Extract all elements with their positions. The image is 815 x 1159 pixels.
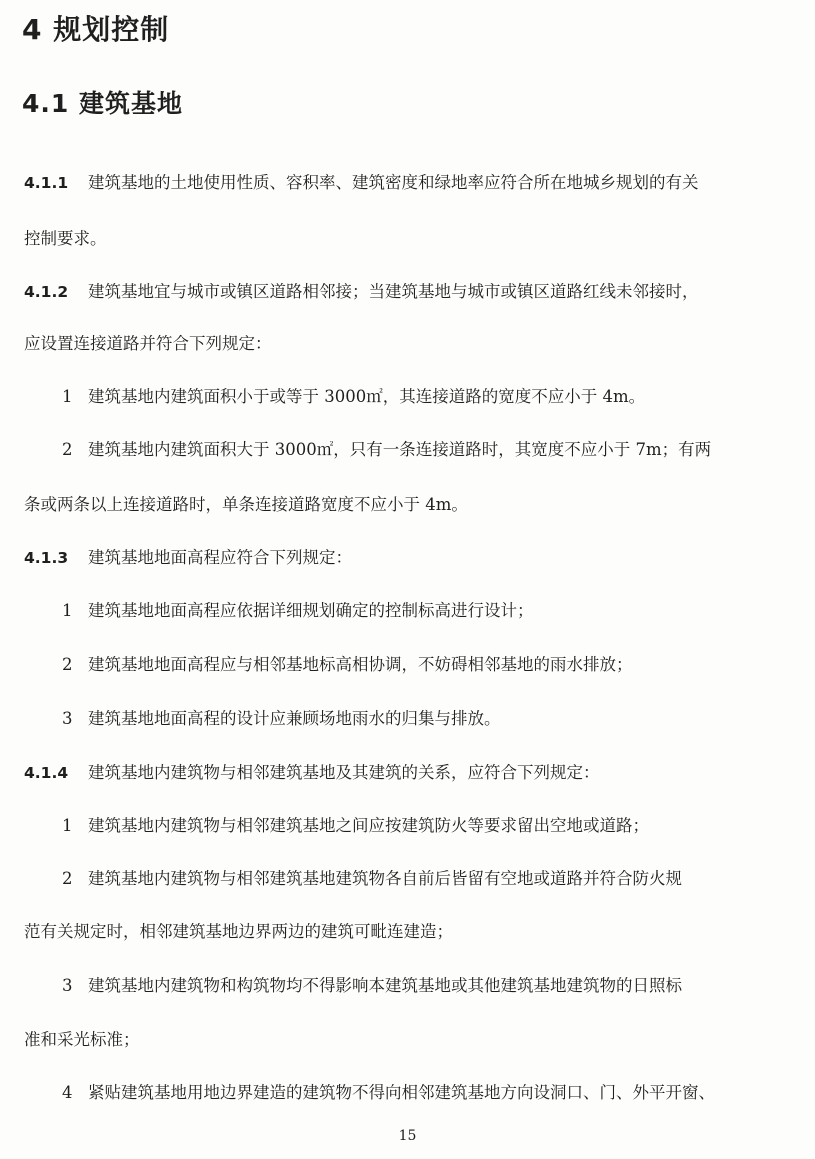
clause-text: 建筑基地地面高程应符合下列规定：: [88, 548, 352, 567]
item-text: 建筑基地地面高程的设计应兼顾场地雨水的归集与排放。: [88, 709, 501, 728]
clause-text: 建筑基地宜与城市或镇区道路相邻接；当建筑基地与城市或镇区道路红线未邻接时，: [88, 282, 699, 301]
continuation-text: 控制要求。: [24, 229, 107, 248]
item-text: 建筑基地地面高程应依据详细规划确定的控制标高进行设计；: [88, 601, 534, 620]
item-index: 1: [62, 387, 73, 406]
clause-number: 4.1.2: [24, 283, 69, 301]
clause-number: 4.1.3: [24, 549, 69, 567]
clause-text: 建筑基地内建筑物与相邻建筑基地及其建筑的关系，应符合下列规定：: [88, 763, 600, 782]
item-index: 1: [62, 601, 73, 620]
item-index: 3: [62, 709, 73, 728]
clause-number: 4.1.1: [24, 174, 69, 192]
continuation-text: 条或两条以上连接道路时，单条连接道路宽度不应小于 4m。: [24, 495, 468, 514]
continuation-text: 范有关规定时，相邻建筑基地边界两边的建筑可毗连建造；: [24, 922, 453, 941]
item-index: 2: [62, 869, 73, 888]
item-index: 2: [62, 655, 73, 674]
clause-number: 4.1.4: [24, 764, 69, 782]
item-text: 建筑基地内建筑物与相邻建筑基地建筑物各自前后皆留有空地或道路并符合防火规: [88, 869, 682, 888]
section-title: 4.1 建筑基地: [22, 89, 183, 118]
page-number: 15: [398, 1128, 417, 1144]
item-text: 建筑基地内建筑物和构筑物均不得影响本建筑基地或其他建筑基地建筑物的日照标: [88, 976, 682, 995]
item-text: 建筑基地内建筑面积小于或等于 3000㎡，其连接道路的宽度不应小于 4m。: [88, 387, 646, 406]
clause-text: 建筑基地的土地使用性质、容积率、建筑密度和绿地率应符合所在地城乡规划的有关: [88, 173, 699, 192]
item-text: 建筑基地内建筑面积大于 3000㎡，只有一条连接道路时，其宽度不应小于 7m；有两: [88, 440, 712, 459]
item-index: 4: [62, 1083, 73, 1102]
item-index: 1: [62, 816, 73, 835]
item-text: 紧贴建筑基地用地边界建造的建筑物不得向相邻建筑基地方向设洞口、门、外平开窗、: [88, 1083, 715, 1102]
continuation-text: 准和采光标准；: [24, 1030, 140, 1049]
continuation-text: 应设置连接道路并符合下列规定：: [24, 334, 272, 353]
chapter-title: 4 规划控制: [22, 13, 170, 46]
item-index: 3: [62, 976, 73, 995]
item-text: 建筑基地内建筑物与相邻建筑基地之间应按建筑防火等要求留出空地或道路；: [88, 816, 649, 835]
item-text: 建筑基地地面高程应与相邻基地标高相协调，不妨碍相邻基地的雨水排放；: [88, 655, 633, 674]
item-index: 2: [62, 440, 73, 459]
